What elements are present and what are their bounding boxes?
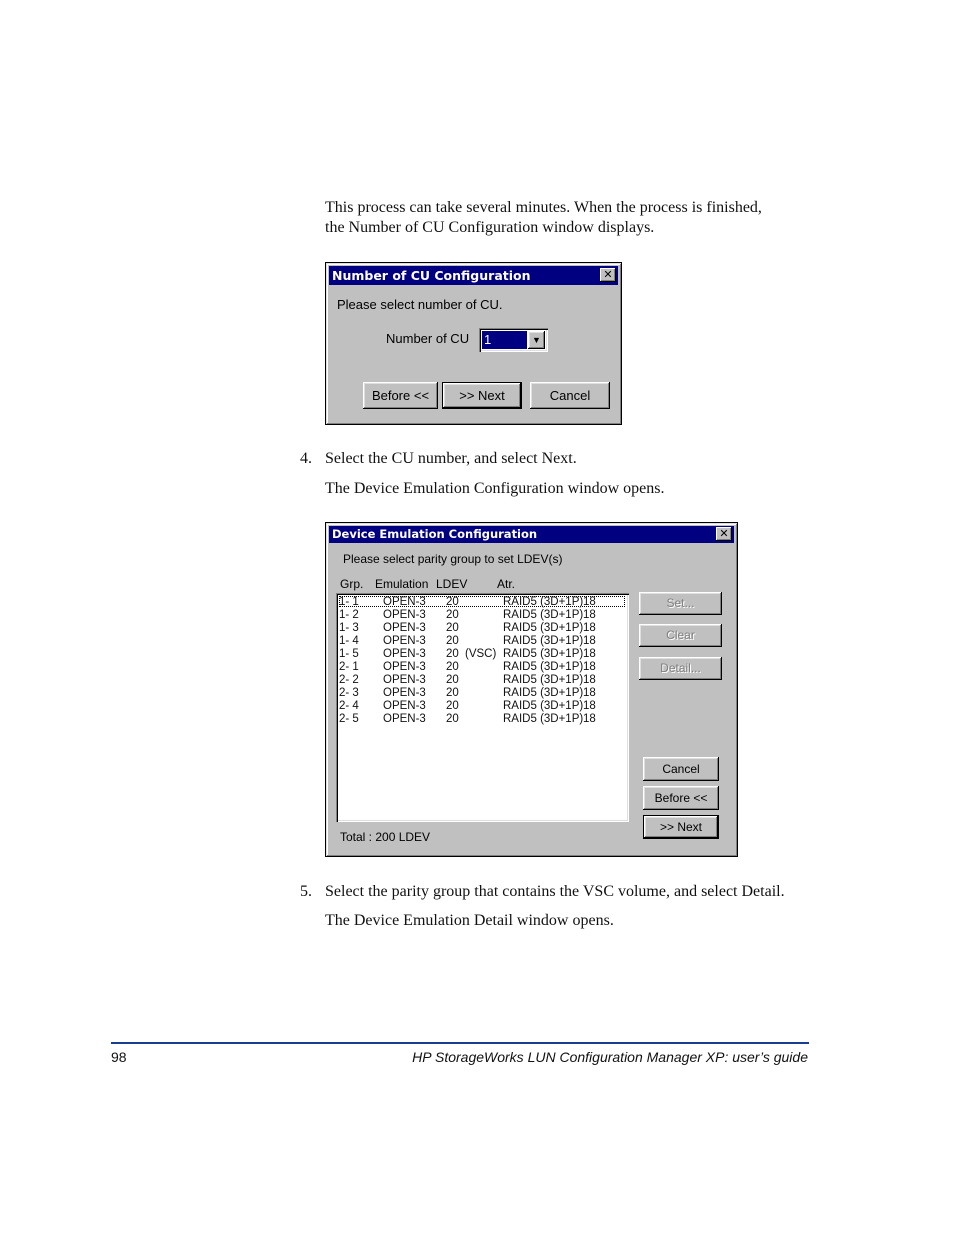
emu-dialog-titlebar: [329, 526, 734, 543]
row-count: 18: [583, 713, 596, 725]
step-5-followup: The Device Emulation Detail window opens.: [325, 912, 614, 929]
parity-group-list[interactable]: [336, 593, 629, 822]
row-raid: RAID5 (3D+1P): [503, 622, 584, 634]
row-emulation: OPEN-3: [383, 700, 426, 712]
number-of-cu-value: 1: [482, 331, 527, 349]
step-4-text: Select the CU number, and select Next.: [325, 450, 577, 467]
next-button[interactable]: >> Next: [442, 382, 522, 409]
table-row[interactable]: [339, 687, 625, 700]
close-icon[interactable]: ✕: [716, 527, 732, 541]
step-4-number: 4.: [300, 450, 312, 467]
intro-line-1: This process can take several minutes. When the process is finished,: [325, 199, 762, 216]
row-emulation: OPEN-3: [383, 635, 426, 647]
before-button[interactable]: Before <<: [643, 786, 719, 810]
row-raid: RAID5 (3D+1P): [503, 648, 584, 660]
row-count: 18: [583, 596, 596, 608]
cu-dialog-prompt: Please select number of CU.: [337, 297, 503, 312]
row-ldev: 20: [446, 661, 459, 673]
table-row[interactable]: [339, 635, 625, 648]
header-ldev: LDEV: [436, 577, 468, 591]
close-icon[interactable]: ✕: [600, 268, 616, 282]
page-number: 98: [111, 1049, 127, 1065]
table-row[interactable]: [339, 596, 625, 609]
row-count: 18: [583, 661, 596, 673]
row-count: 18: [583, 635, 596, 647]
row-count: 18: [583, 674, 596, 686]
table-row[interactable]: [339, 713, 625, 726]
detail-button[interactable]: Detail...: [639, 657, 722, 680]
cu-dialog-title: Number of CU Configuration: [332, 268, 531, 283]
clear-button[interactable]: Clear: [639, 624, 722, 647]
row-grp: 1- 2: [339, 609, 359, 621]
row-count: 18: [583, 648, 596, 660]
set-button[interactable]: Set...: [639, 592, 722, 615]
row-raid: RAID5 (3D+1P): [503, 661, 584, 673]
cancel-button[interactable]: Cancel: [643, 757, 719, 781]
row-raid: RAID5 (3D+1P): [503, 635, 584, 647]
footer-rule: [111, 1042, 809, 1044]
row-emulation: OPEN-3: [383, 674, 426, 686]
row-grp: 1- 5: [339, 648, 359, 660]
row-raid: RAID5 (3D+1P): [503, 687, 584, 699]
row-grp: 2- 5: [339, 713, 359, 725]
row-raid: RAID5 (3D+1P): [503, 596, 584, 608]
next-button[interactable]: >> Next: [643, 815, 719, 839]
chevron-down-icon[interactable]: ▼: [528, 331, 545, 349]
row-raid: RAID5 (3D+1P): [503, 674, 584, 686]
row-emulation: OPEN-3: [383, 687, 426, 699]
table-row[interactable]: [339, 674, 625, 687]
cu-dialog-titlebar: [329, 266, 618, 285]
emu-dialog-prompt: Please select parity group to set LDEV(s): [343, 552, 563, 566]
row-emulation: OPEN-3: [383, 609, 426, 621]
row-grp: 1- 1: [339, 596, 359, 608]
row-emulation: OPEN-3: [383, 622, 426, 634]
table-row[interactable]: [339, 661, 625, 674]
row-raid: RAID5 (3D+1P): [503, 713, 584, 725]
row-emulation: OPEN-3: [383, 661, 426, 673]
table-row[interactable]: [339, 700, 625, 713]
row-ldev: 20: [446, 674, 459, 686]
before-button[interactable]: Before <<: [363, 382, 438, 409]
row-ldev: 20: [446, 622, 459, 634]
row-grp: 1- 3: [339, 622, 359, 634]
emu-dialog-title: Device Emulation Configuration: [332, 527, 538, 541]
row-ldev: 20: [446, 609, 459, 621]
row-grp: 2- 1: [339, 661, 359, 673]
row-raid: RAID5 (3D+1P): [503, 700, 584, 712]
row-grp: 1- 4: [339, 635, 359, 647]
header-atr: Atr.: [497, 577, 516, 591]
row-count: 18: [583, 700, 596, 712]
cu-config-dialog: [325, 262, 622, 425]
row-count: 18: [583, 622, 596, 634]
header-emulation: Emulation: [375, 577, 429, 591]
intro-line-2: the Number of CU Configuration window displays.: [325, 219, 655, 236]
row-emulation: OPEN-3: [383, 713, 426, 725]
step-5-number: 5.: [300, 883, 312, 900]
total-ldev: Total : 200 LDEV: [340, 830, 431, 844]
row-ldev: 20: [446, 700, 459, 712]
row-count: 18: [583, 609, 596, 621]
header-grp: Grp.: [340, 577, 364, 591]
cancel-button[interactable]: Cancel: [530, 382, 610, 409]
row-ldev: 20: [446, 648, 459, 660]
table-row[interactable]: [339, 622, 625, 635]
guide-title: HP StorageWorks LUN Configuration Manager XP: user’s guide: [412, 1049, 808, 1065]
row-emulation: OPEN-3: [383, 648, 426, 660]
row-ldev: 20: [446, 687, 459, 699]
number-of-cu-label: Number of CU: [386, 331, 470, 346]
device-emulation-dialog: [325, 522, 738, 857]
row-grp: 2- 3: [339, 687, 359, 699]
row-ldev: 20: [446, 635, 459, 647]
step-4-followup: The Device Emulation Configuration window opens.: [325, 480, 665, 497]
row-grp: 2- 2: [339, 674, 359, 686]
row-emulation: OPEN-3: [383, 596, 426, 608]
number-of-cu-select[interactable]: [479, 328, 548, 352]
row-grp: 2- 4: [339, 700, 359, 712]
row-raid: RAID5 (3D+1P): [503, 609, 584, 621]
row-ldev: 20: [446, 596, 459, 608]
row-ldev: 20: [446, 713, 459, 725]
row-count: 18: [583, 687, 596, 699]
step-5-text: Select the parity group that contains the VSC volume, and select Detail.: [325, 883, 785, 900]
table-row[interactable]: [339, 648, 625, 661]
row-note: (VSC): [465, 648, 497, 660]
table-row[interactable]: [339, 609, 625, 622]
